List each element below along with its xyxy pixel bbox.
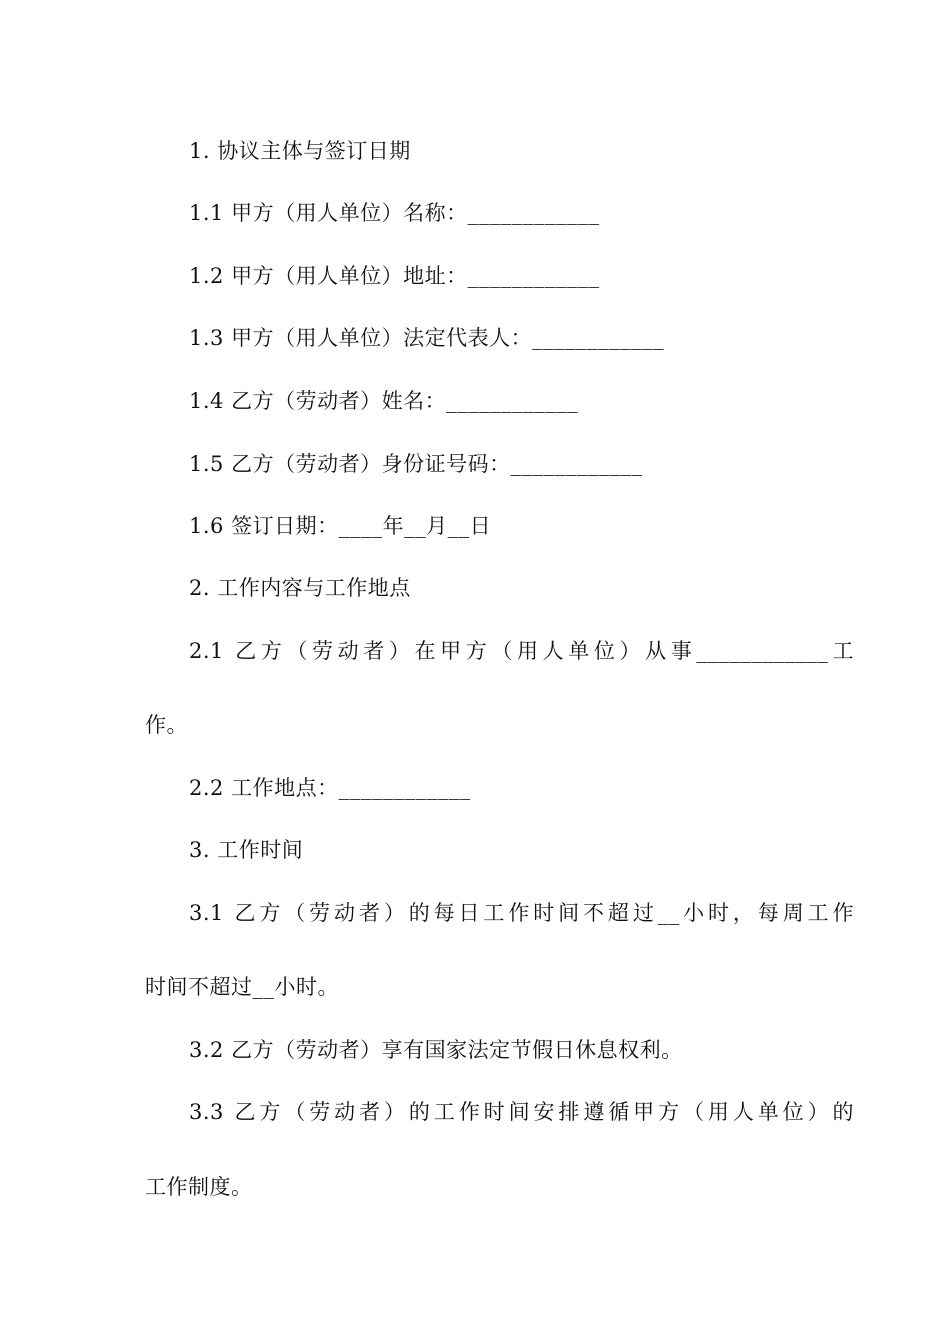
clause-3-1: 3.1 乙方（劳动者）的每日工作时间不超过__小时，每周工作 bbox=[189, 901, 854, 925]
clause-2-1: 2.1 乙方（劳动者）在甲方（用人单位）从事____________工 bbox=[189, 639, 854, 663]
clause-1-5: 1.5 乙方（劳动者）身份证号码：____________ bbox=[189, 452, 643, 476]
section-heading-2: 2. 工作内容与工作地点 bbox=[189, 576, 411, 600]
clause-1-1: 1.1 甲方（用人单位）名称：____________ bbox=[189, 201, 600, 225]
clause-1-4: 1.4 乙方（劳动者）姓名：____________ bbox=[189, 389, 579, 413]
section-heading-1: 1. 协议主体与签订日期 bbox=[189, 139, 411, 163]
clause-2-2: 2.2 工作地点：____________ bbox=[189, 776, 471, 800]
clause-2-1-continued: 作。 bbox=[145, 713, 188, 737]
clause-3-3-continued: 工作制度。 bbox=[145, 1175, 253, 1199]
clause-1-3: 1.3 甲方（用人单位）法定代表人：____________ bbox=[189, 326, 665, 350]
clause-3-2: 3.2 乙方（劳动者）享有国家法定节假日休息权利。 bbox=[189, 1038, 683, 1062]
clause-1-6: 1.6 签订日期：____年__月__日 bbox=[189, 514, 492, 538]
clause-3-3: 3.3 乙方（劳动者）的工作时间安排遵循甲方（用人单位）的 bbox=[189, 1100, 854, 1124]
clause-3-1-continued: 时间不超过__小时。 bbox=[145, 975, 339, 999]
section-heading-3: 3. 工作时间 bbox=[189, 838, 304, 862]
clause-1-2: 1.2 甲方（用人单位）地址：____________ bbox=[189, 264, 600, 288]
